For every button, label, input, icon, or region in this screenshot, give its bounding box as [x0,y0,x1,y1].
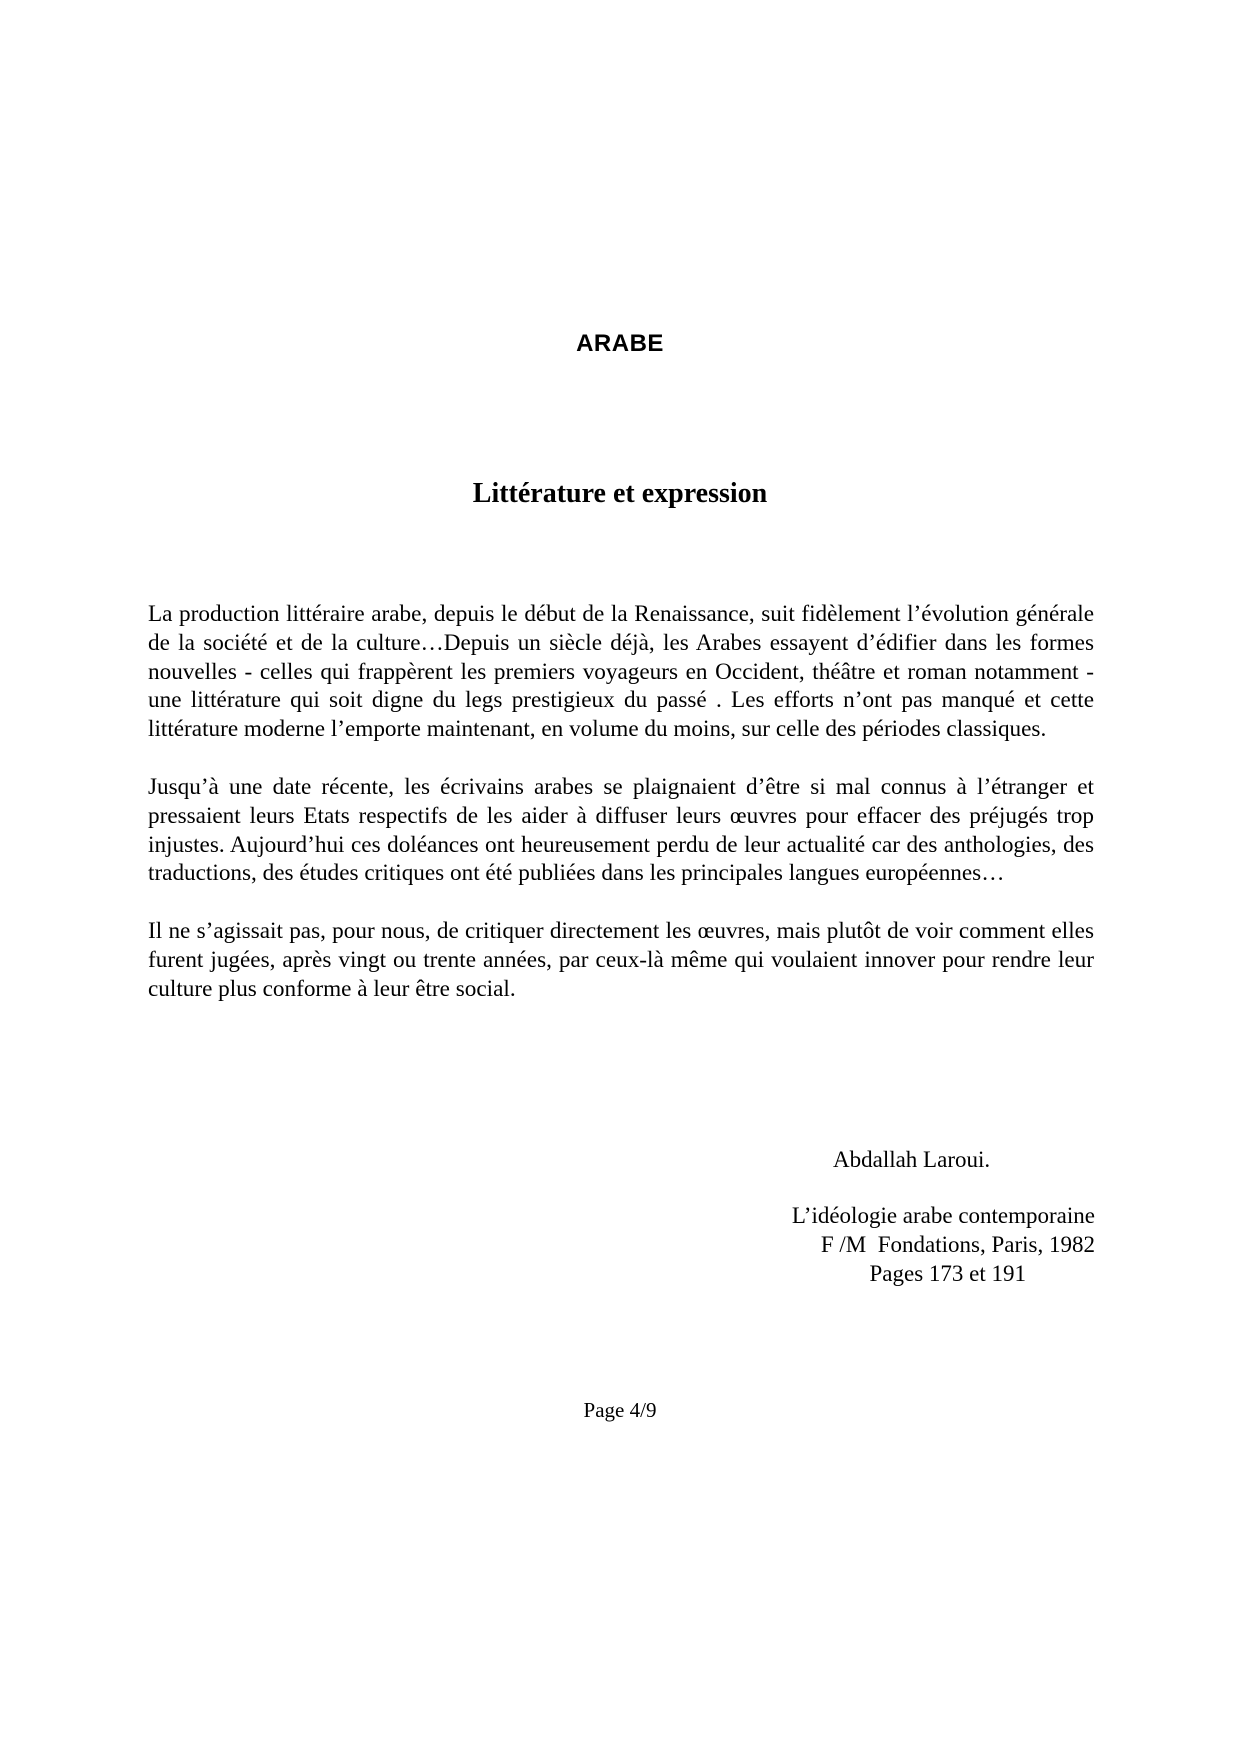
body-text [148,600,1094,1033]
paragraph-2: Jusqu’à une date récente, les écrivains arabes se plaignaient d’être si mal connus à l’étranger et pressaient leurs Etats respectifs de les aider à diffuser leurs œuvres pour effacer des préjugés trop injustes. Aujourd’hui ces doléances ont heureusement perdu de leur actualité car des anthologies, des traductions, des études critiques ont été publiées dans les principales langues européennes… [148,773,1094,887]
citation-publisher: F /M Fondations, Paris, 1982 [820,1232,1095,1257]
section-label: ARABE [576,330,664,357]
author-signature: Abdallah Laroui. [833,1147,991,1172]
paragraph-1: La production littéraire arabe, depuis le début de la Renaissance, suit fidèlement l’évolution générale de la société et de la culture…Depuis un siècle déjà, les Arabes essayent d’édifier dans les formes nouvelles - celles qui frappèrent les premiers voyageurs en Occident, théâtre et roman notamment - une littérature qui soit digne du legs prestigieux du passé . Les efforts n’ont pas manqué et cette littérature moderne l’emporte maintenant, en volume du moins, sur celle des périodes classiques. [148,601,1094,743]
paragraph-3: Il ne s’agissait pas, pour nous, de critiquer directement les œuvres, mais plutôt de voir comment elles furent jugées, après vingt ou trente années, par ceux-là même qui voulaient innover pour rendre leur culture plus conforme à leur être social. [148,918,1094,1002]
citation-book-title: L’idéologie arabe contemporaine [791,1203,1095,1228]
citation-block [792,1201,1095,1288]
page-number: Page 4/9 [583,1398,657,1422]
document-title: Littérature et expression [472,478,768,509]
citation-pages: Pages 173 et 191 [869,1261,1026,1286]
